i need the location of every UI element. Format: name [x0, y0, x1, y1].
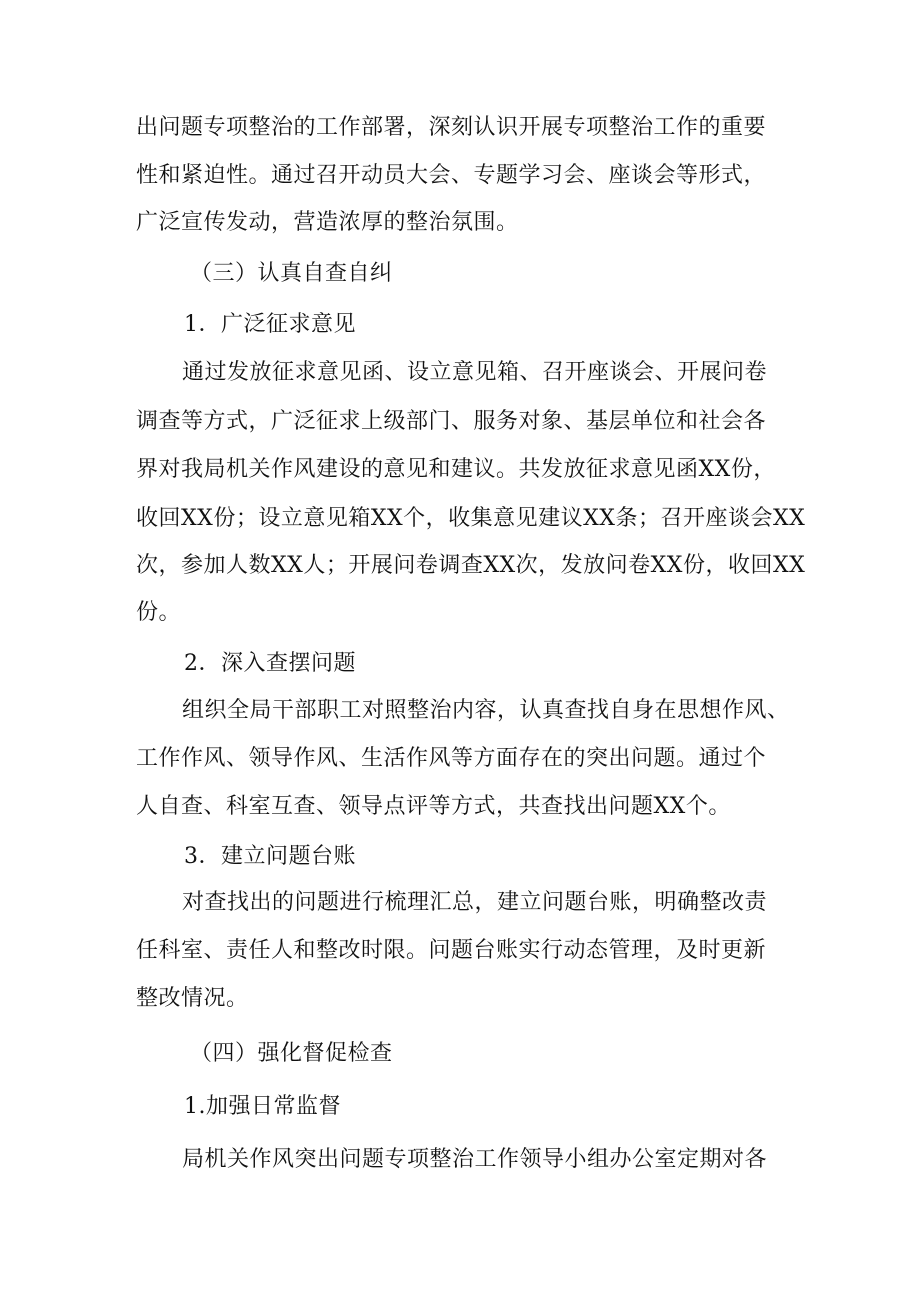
subsection-heading: 2．深入查摆问题 [184, 651, 356, 676]
subsection-heading: 1．广泛征求意见 [184, 312, 356, 337]
paragraph-line: 通过发放征求意见函、设立意见箱、召开座谈会、开展问卷 [182, 360, 768, 385]
paragraph-line: 人自查、科室互查、领导点评等方式，共查找出问题XX个。 [136, 794, 731, 819]
paragraph-line: 界对我局机关作风建设的意见和建议。共发放征求意见函XX份， [136, 457, 776, 482]
paragraph-line: 份。 [136, 600, 182, 625]
paragraph-line: 调查等方式，广泛征求上级部门、服务对象、基层单位和社会各 [136, 409, 767, 434]
paragraph-line: 任科室、责任人和整改时限。问题台账实行动态管理，及时更新 [136, 938, 767, 963]
paragraph-line: 工作作风、领导作风、生活作风等方面存在的突出问题。通过个 [136, 746, 767, 771]
paragraph-line: 性和紧迫性。通过召开动员大会、专题学习会、座谈会等形式， [136, 163, 767, 188]
paragraph-line: 对查找出的问题进行梳理汇总，建立问题台账，明确整改责 [182, 890, 768, 915]
paragraph-line: 出问题专项整治的工作部署，深刻认识开展专项整治工作的重要 [136, 115, 767, 140]
paragraph-line: 局机关作风突出问题专项整治工作领导小组办公室定期对各 [182, 1147, 768, 1172]
paragraph-line: 次，参加人数XX人；开展问卷调查XX次，发放问卷XX份，收回XX [136, 553, 806, 578]
section-heading: （四）强化督促检查 [190, 1041, 393, 1066]
paragraph-line: 整改情况。 [136, 986, 249, 1011]
subsection-heading: 3．建立问题台账 [184, 844, 356, 869]
paragraph-line: 广泛宣传发动，营造浓厚的整治氛围。 [136, 210, 519, 235]
subsection-heading: 1.加强日常监督 [184, 1094, 341, 1119]
paragraph-line: 收回XX份；设立意见箱XX个，收集意见建议XX条；召开座谈会XX [136, 506, 806, 531]
section-heading: （三）认真自查自纠 [190, 261, 393, 286]
paragraph-line: 组织全局干部职工对照整治内容，认真查找自身在思想作风、 [182, 698, 790, 723]
